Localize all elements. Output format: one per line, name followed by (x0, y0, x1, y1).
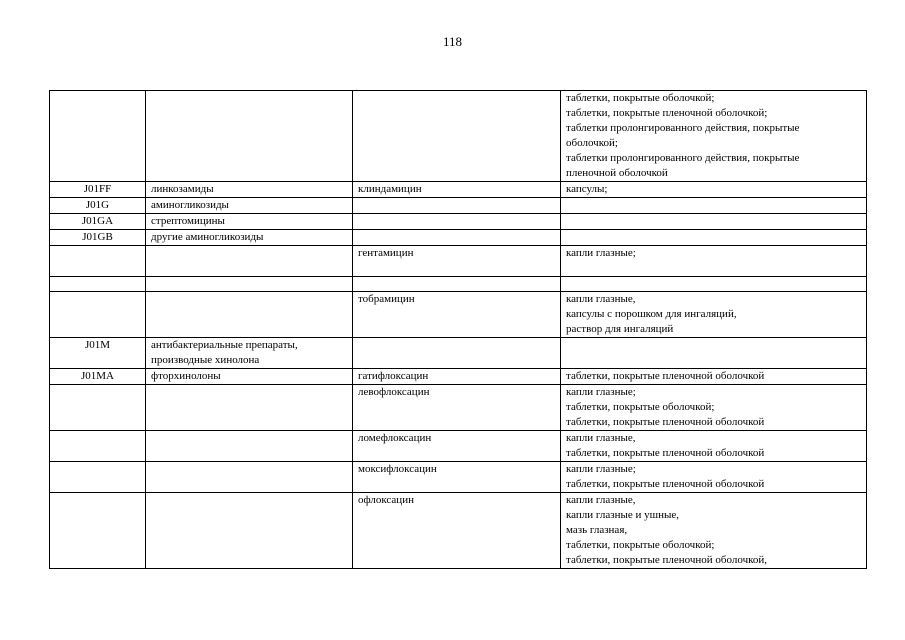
group-name-cell (146, 462, 353, 493)
dosage-form-line (566, 261, 861, 276)
drug-name-cell (353, 277, 561, 292)
drug-name-cell: клиндамицин (353, 182, 561, 198)
group-name-line: антибактериальные препараты, (151, 339, 298, 351)
atc-code-cell (50, 246, 146, 277)
table-row (50, 91, 867, 182)
group-name-cell (146, 385, 353, 431)
group-name-line: фторхинолоны (151, 370, 221, 382)
table-row (50, 277, 867, 292)
table-row (50, 182, 867, 198)
table-row (50, 214, 867, 230)
dosage-form-cell (561, 230, 867, 246)
group-name-line: линкозамиды (151, 183, 214, 195)
drug-name-cell: моксифлоксацин (353, 462, 561, 493)
atc-code-cell (50, 462, 146, 493)
dosage-form-cell (561, 198, 867, 214)
atc-code-cell (50, 385, 146, 431)
dosage-form-line: раствор для ингаляций (566, 323, 674, 335)
atc-code-cell: J01G (50, 198, 146, 214)
group-name-cell (146, 214, 353, 230)
group-name-cell (146, 246, 353, 277)
table-row (50, 338, 867, 369)
dosage-form-cell (561, 277, 867, 292)
drug-name-cell (353, 338, 561, 369)
drug-name-cell: ломефлоксацин (353, 431, 561, 462)
group-name-cell (146, 369, 353, 385)
table-row (50, 198, 867, 214)
dosage-form-line: таблетки, покрытые пленочной оболочкой (566, 447, 765, 459)
drug-name-cell (353, 91, 561, 182)
dosage-form-line: таблетки, покрытые оболочкой; (566, 539, 715, 551)
table-row (50, 431, 867, 462)
dosage-form-line: таблетки, покрытые оболочкой; (566, 401, 715, 413)
dosage-form-cell (561, 369, 867, 385)
group-name-line: аминогликозиды (151, 199, 229, 211)
dosage-form-cell (561, 338, 867, 369)
group-name-cell (146, 277, 353, 292)
dosage-form-cell (561, 385, 867, 431)
dosage-form-line: капли глазные, (566, 494, 636, 506)
drug-name-cell: гентамицин (353, 246, 561, 277)
dosage-form-cell (561, 431, 867, 462)
drug-name-cell: тобрамицин (353, 292, 561, 338)
atc-code-cell (50, 431, 146, 462)
drug-name-cell (353, 214, 561, 230)
drug-table (49, 90, 867, 569)
table-row (50, 462, 867, 493)
atc-code-cell: J01FF (50, 182, 146, 198)
dosage-form-line: таблетки, покрытые пленочной оболочкой (566, 370, 765, 382)
atc-code-cell: J01GB (50, 230, 146, 246)
dosage-form-line: таблетки, покрытые пленочной оболочкой; (566, 107, 768, 119)
table-row (50, 385, 867, 431)
group-name-cell (146, 493, 353, 569)
table-row (50, 230, 867, 246)
dosage-form-line: капли глазные; (566, 247, 636, 259)
dosage-form-line: капсулы; (566, 183, 608, 195)
table-row (50, 493, 867, 569)
group-name-line: стрептомицины (151, 215, 225, 227)
page-number: 118 (442, 34, 463, 49)
group-name-line: производные хинолона (151, 354, 260, 366)
drug-name-cell: гатифлоксацин (353, 369, 561, 385)
drug-name-cell (353, 230, 561, 246)
dosage-form-line: таблетки, покрытые пленочной оболочкой (566, 416, 765, 428)
dosage-form-cell (561, 214, 867, 230)
table-row (50, 292, 867, 338)
dosage-form-cell (561, 182, 867, 198)
dosage-form-cell (561, 91, 867, 182)
group-name-cell (146, 338, 353, 369)
dosage-form-line: таблетки, покрытые оболочкой; (566, 92, 715, 104)
group-name-cell (146, 91, 353, 182)
group-name-cell (146, 230, 353, 246)
table-row (50, 246, 867, 277)
dosage-form-cell (561, 493, 867, 569)
atc-code-cell: J01M (50, 338, 146, 369)
group-name-cell (146, 182, 353, 198)
dosage-form-line: капли глазные; (566, 463, 636, 475)
dosage-form-line: капли глазные, (566, 293, 636, 305)
atc-code-cell: J01GA (50, 214, 146, 230)
dosage-form-line: капсулы с порошком для ингаляций, (566, 308, 737, 320)
dosage-form-line: капли глазные и ушные, (566, 509, 680, 521)
group-name-cell (146, 292, 353, 338)
atc-code-cell (50, 292, 146, 338)
atc-code-cell: J01MA (50, 369, 146, 385)
dosage-form-line: оболочкой; (566, 137, 618, 149)
dosage-form-line: таблетки, покрытые пленочной оболочкой (566, 478, 765, 490)
dosage-form-line: таблетки пролонгированного действия, покрытые (566, 152, 800, 164)
table-body (50, 91, 867, 569)
drug-name-cell: офлоксацин (353, 493, 561, 569)
dosage-form-cell (561, 462, 867, 493)
atc-code-cell (50, 493, 146, 569)
dosage-form-line: пленочной оболочкой (566, 167, 668, 179)
dosage-form-cell (561, 292, 867, 338)
group-name-cell (146, 431, 353, 462)
dosage-form-line: мазь глазная, (566, 524, 628, 536)
group-name-cell (146, 198, 353, 214)
dosage-form-line: таблетки пролонгированного действия, покрытые (566, 122, 800, 134)
drug-name-cell: левофлоксацин (353, 385, 561, 431)
dosage-form-cell (561, 246, 867, 277)
atc-code-cell (50, 91, 146, 182)
dosage-form-line: таблетки, покрытые пленочной оболочкой, (566, 554, 768, 566)
drug-name-cell (353, 198, 561, 214)
table-row (50, 369, 867, 385)
dosage-form-line: капли глазные, (566, 432, 636, 444)
atc-code-cell (50, 277, 146, 292)
dosage-form-line: капли глазные; (566, 386, 636, 398)
group-name-line: другие аминогликозиды (151, 231, 264, 243)
